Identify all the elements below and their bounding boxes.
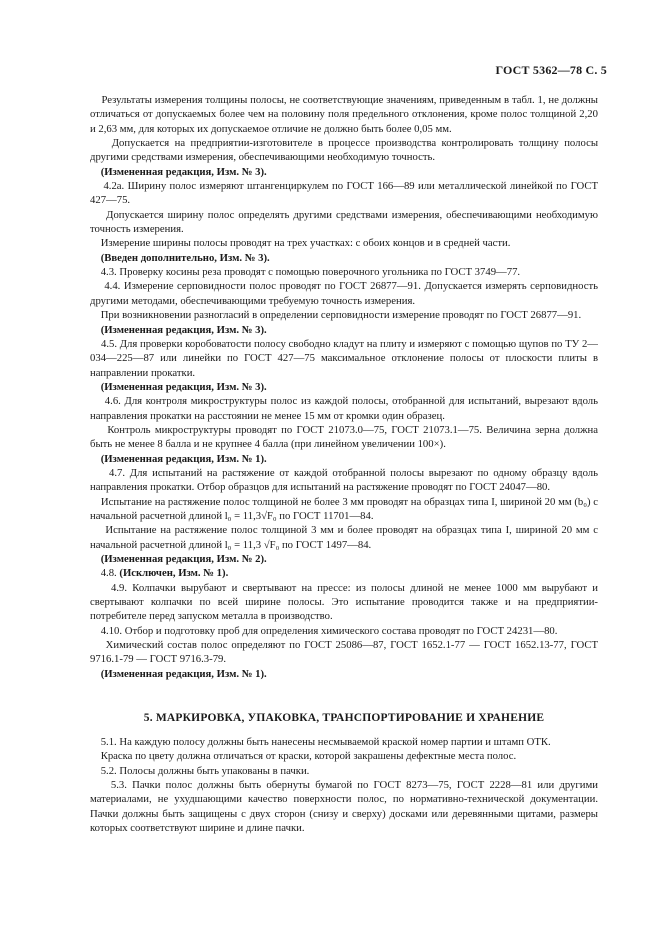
paragraph: 4.9. Колпачки вырубают и свертывают на прессе: из полосы длиной не менее 1000 мм вырубают и свертывают колпачки по всей ширине полосы. Это испытание проводится также и на предприятии-потребителе перед запуском металла в производство. xyxy=(90,581,599,623)
revision-note: (Измененная редакция, Изм. № 2). xyxy=(100,553,267,565)
revision-note: (Измененная редакция, Изм. № 1). xyxy=(100,452,267,465)
paragraph-excluded: 4.8. (Исключен, Изм. № 1). xyxy=(100,567,229,580)
paragraph: Испытание на растяжение полос толщиной не более 3 мм проводят на образцах типа I, шириной 20 мм (b₀) с начальной расчетной длиной l₀ = 11,3√F₀ по ГОСТ 11701—84. xyxy=(90,495,598,522)
paragraph: 5.3. Пачки полос должны быть обернуты бумагой по ГОСТ 8273—75, ГОСТ 2228—81 или другими материалами, не ухудшающими качество поверхности полос, по нормативно-технической документации. Пачки должны быть защищены с двух сторон (снизу и сверху) досками или деревянными щитами, размеры которых соответствуют ширине и длине пачки. xyxy=(90,779,598,835)
excluded-note: (Исключен, Изм. № 1). xyxy=(119,567,229,580)
paragraph: 5.1. На каждую полосу должны быть нанесены несмываемой краской номер партии и штамп ОТК. xyxy=(100,736,551,748)
paragraph: Допускается на предприятии-изготовителе в процессе производства контролировать толщину полосы другими средствами измерения, обеспечивающими необходимую точность. xyxy=(90,137,599,164)
revision-note: (Измененная редакция, Изм. № 1). xyxy=(100,667,267,680)
revision-note: (Измененная редакция, Изм. № 3). xyxy=(100,165,267,178)
paragraph: Контроль микроструктуры проводят по ГОСТ 21073.0—75, ГОСТ 21073.1—75. Величина зерна должна быть не менее 8 балла и не крупнее 4 балла (при линейном увеличении 100×). xyxy=(90,423,598,451)
paragraph: Химический состав полос определяют по ГОСТ 25086—87, ГОСТ 1652.1-77 — ГОСТ 1652.13-77, ГОСТ 9716.1-79 — ГОСТ 9716.3-79. xyxy=(90,639,598,666)
paragraph: Краска по цвету должна отличаться от краски, которой закрашены дефектные места полос. xyxy=(100,750,517,763)
revision-note: (Введен дополнительно, Изм. № 3). xyxy=(100,251,270,264)
revision-note: (Измененная редакция, Изм. № 3). xyxy=(100,323,267,336)
paragraph: Испытание на растяжение полос толщиной 3 мм и более проводят на образцах типа I, шириной 20 мм с начальной расчетной длиной l₀ = 11,3 √F₀ по ГОСТ 1497—84. xyxy=(90,524,599,551)
paragraph: 4.10. Отбор и подготовку проб для определения химического состава проводят по ГОСТ 24231—80. xyxy=(100,624,558,637)
paragraph: Допускается ширину полос определять другими средствами измерения, обеспечивающими необходимую точность измерения. xyxy=(90,208,598,236)
paragraph: 4.2а. Ширину полос измеряют штангенциркулем по ГОСТ 166—89 или металлической линейкой по ГОСТ 427—75. xyxy=(90,180,599,207)
paragraph: 5.2. Полосы должны быть упакованы в пачки. xyxy=(100,764,310,777)
document-body xyxy=(90,93,598,681)
paragraph: При возникновении разногласий в определении серповидности измерение проводят по ГОСТ 26877—91. xyxy=(100,309,582,322)
section-body xyxy=(90,735,598,835)
paragraph: 4.5. Для проверки коробоватости полосу свободно кладут на плиту и измеряют с помощью щупов по ТУ 2—034—225—87 или линейки по ГОСТ 427—75 максимальное отклонение полосы от плоскости плиты в направлении прокатки. xyxy=(90,337,598,379)
paragraph: 4.4. Измерение серповидности полос проводят по ГОСТ 26877—91. Допускается измерять серповидность другими методами, обеспечивающими требуемую точность измерения. xyxy=(90,280,599,307)
page-header: ГОСТ 5362—78 С. 5 xyxy=(495,63,607,77)
paragraph: 4.7. Для испытаний на растяжение от каждой отобранной полосы вырезают по одному образцу вдоль направления прокатки. Отбор образцов для испытаний на растяжение проводят по ГОСТ 24047—80. xyxy=(90,466,598,494)
paragraph: 4.6. Для контроля микроструктуры полос из каждой полосы, отобранной для испытаний, вырезают вдоль направления прокатки на расстоянии не менее 15 мм от кромки один образец. xyxy=(90,395,598,422)
paragraph: 4.3. Проверку косины реза проводят с помощью поверочного угольника по ГОСТ 3749—77. xyxy=(100,266,521,279)
section-title: 5. МАРКИРОВКА, УПАКОВКА, ТРАНСПОРТИРОВАНИЕ И ХРАНЕНИЕ xyxy=(143,712,545,724)
revision-note: (Измененная редакция, Изм. № 3). xyxy=(100,380,267,393)
paragraph: Результаты измерения толщины полосы, не соответствующие значениям, приведенным в табл. 1, не должны отличаться от допускаемых более чем на половину поля предельного отклонения, кроме полос толщиной 2,20 и 2,63 мм, для которых их допускаемое отличие не должно быть более 0,05 мм. xyxy=(90,94,598,135)
paragraph: Измерение ширины полосы проводят на трех участках: с обоих концов и в средней части. xyxy=(100,237,511,250)
